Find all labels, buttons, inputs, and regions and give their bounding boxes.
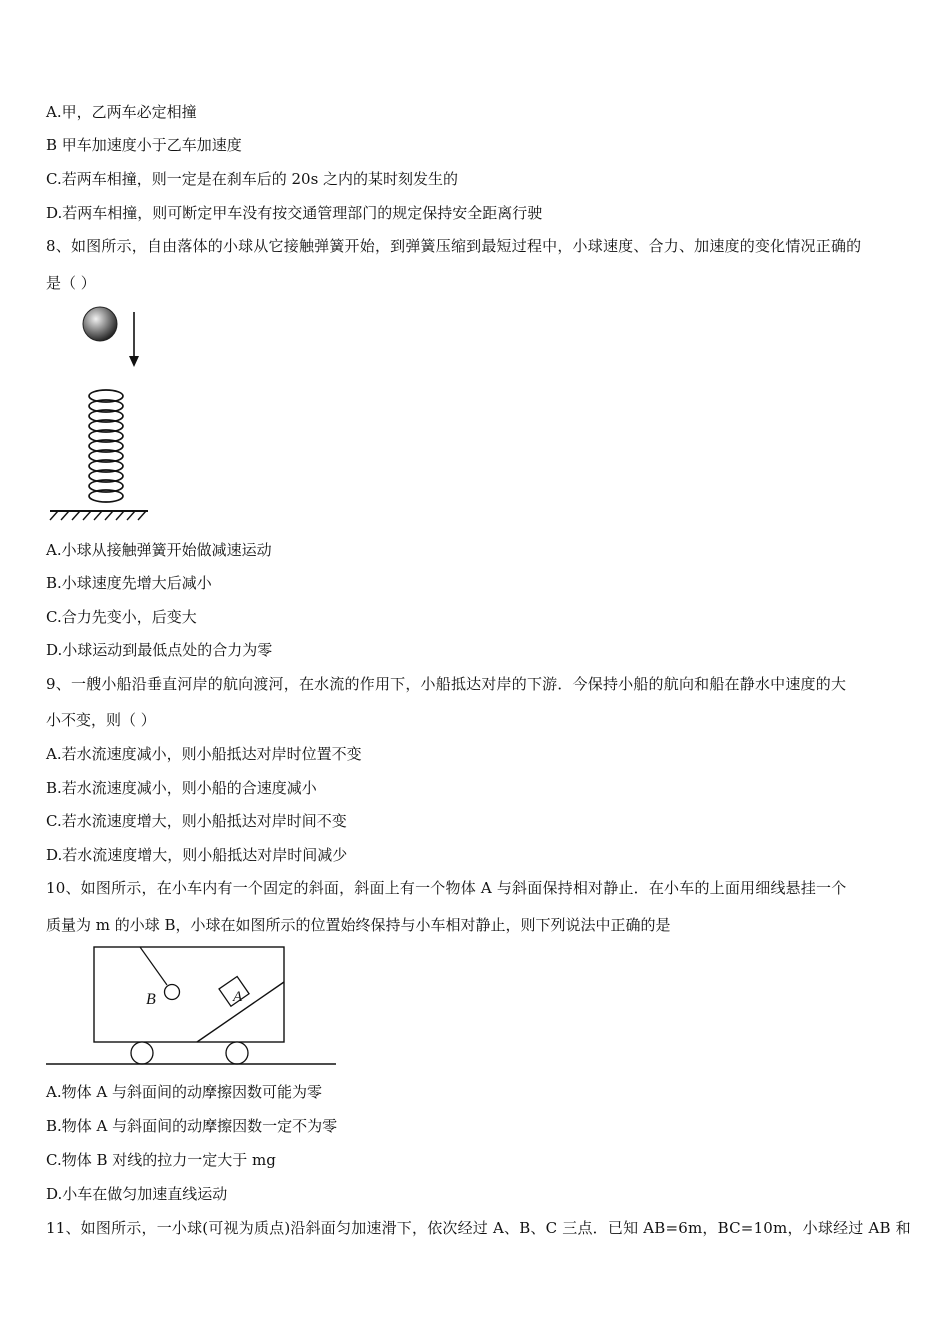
q10-option-a: A.物体 A 与斜面间的动摩擦因数可能为零 xyxy=(46,1083,322,1101)
left-wheel xyxy=(131,1042,153,1064)
q7-option-a: A.甲，乙两车必定相撞 xyxy=(46,103,197,121)
q8-option-a: A.小球从接触弹簧开始做减速运动 xyxy=(46,541,272,559)
q9-option-a: A.若水流速度减小，则小船抵达对岸时位置不变 xyxy=(46,745,362,763)
q9-stem-line1: 9、一艘小船沿垂直河岸的航向渡河，在水流的作用下，小船抵达对岸的下游．今保持小船的航向和船在静水中速度的大 xyxy=(46,675,847,693)
block-a-label: A xyxy=(233,989,243,1005)
ball-b-label: B xyxy=(146,991,156,1008)
cart-incline-figure xyxy=(44,944,344,1069)
q10-option-d: D.小车在做匀加速直线运动 xyxy=(46,1185,228,1203)
falling-ball xyxy=(83,307,117,341)
q8-stem-line1: 8、如图所示，自由落体的小球从它接触弹簧开始，到弹簧压缩到最短过程中，小球速度、合力、加速度的变化情况正确的 xyxy=(46,237,862,255)
spring-ball-figure xyxy=(44,300,154,525)
ball-b xyxy=(165,985,180,1000)
ground-hatch xyxy=(50,511,148,520)
q7-option-c: C.若两车相撞，则一定是在刹车后的 20s 之内的某时刻发生的 xyxy=(46,170,459,188)
q10-option-c: C.物体 B 对线的拉力一定大于 mg xyxy=(46,1151,276,1169)
q8-option-d: D.小球运动到最低点处的合力为零 xyxy=(46,641,273,659)
q11-stem-line1: 11、如图所示，一小球(可视为质点)沿斜面匀加速滑下，依次经过 A、B、C 三点．已知 AB=6m，BC=10m，小球经过 AB 和 xyxy=(46,1219,911,1237)
q8-option-c: C.合力先变小，后变大 xyxy=(46,608,197,626)
q8-stem-line2: 是（ ） xyxy=(46,274,96,292)
q7-option-d: D.若两车相撞，则可断定甲车没有按交通管理部门的规定保持安全距离行驶 xyxy=(46,204,543,222)
down-arrow-icon xyxy=(129,312,139,367)
q8-option-b: B.小球速度先增大后减小 xyxy=(46,574,212,592)
q9-stem-line2: 小不变，则（ ） xyxy=(46,711,156,729)
q10-option-b: B.物体 A 与斜面间的动摩擦因数一定不为零 xyxy=(46,1117,338,1135)
cart-body xyxy=(94,947,284,1042)
q10-stem-line2: 质量为 m 的小球 B，小球在如图所示的位置始终保持与小车相对静止，则下列说法中正确的是 xyxy=(46,916,671,934)
right-wheel xyxy=(226,1042,248,1064)
q9-option-d: D.若水流速度增大，则小船抵达对岸时间减少 xyxy=(46,846,348,864)
coil-spring xyxy=(89,390,123,502)
hanging-string xyxy=(140,947,167,985)
q10-stem-line1: 10、如图所示，在小车内有一个固定的斜面，斜面上有一个物体 A 与斜面保持相对静止．在小车的上面用细线悬挂一个 xyxy=(46,879,847,897)
q9-option-c: C.若水流速度增大，则小船抵达对岸时间不变 xyxy=(46,812,347,830)
q9-option-b: B.若水流速度减小，则小船的合速度减小 xyxy=(46,779,317,797)
q7-option-b: B 甲车加速度小于乙车加速度 xyxy=(46,136,242,154)
